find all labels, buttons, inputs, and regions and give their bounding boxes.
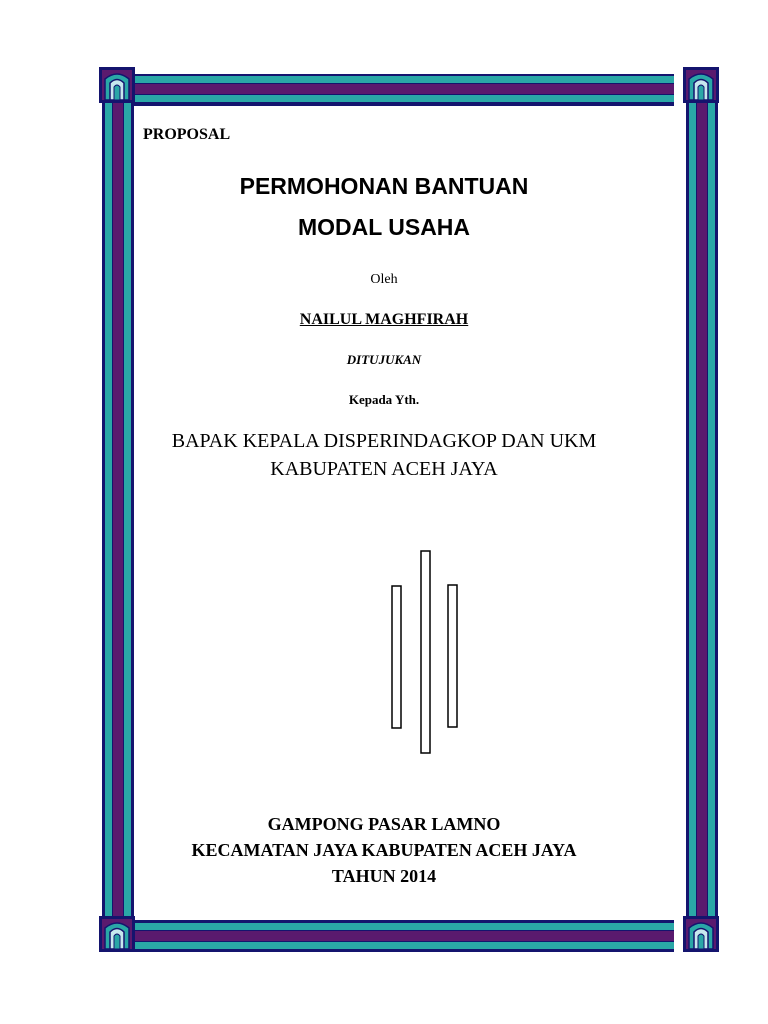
recipient-line-2: KABUPATEN ACEH JAYA [270,458,498,480]
footer-year: TAHUN 2014 [331,866,437,886]
by-label: Oleh [370,272,398,287]
decorative-bar-center [421,551,430,753]
recipient-line-1: BAPAK KEPALA DISPERINDAGKOP DAN UKM [171,430,597,452]
title-line-2: MODAL USAHA [297,214,471,240]
author-name: NAILUL MAGHFIRAH [299,311,469,328]
footer-village: GAMPONG PASAR LAMNO [267,814,501,834]
addressed-label: DITUJUKAN [346,352,422,367]
title-line-1: PERMOHONAN BANTUAN [239,173,529,199]
decorative-bar-left [392,586,401,728]
document-type-label: PROPOSAL [143,126,231,143]
to-label: Kepada Yth. [348,392,420,407]
decorative-bar-right [448,585,457,727]
footer-district: KECAMATAN JAYA KABUPATEN ACEH JAYA [191,840,577,860]
decorative-bars [380,540,460,760]
